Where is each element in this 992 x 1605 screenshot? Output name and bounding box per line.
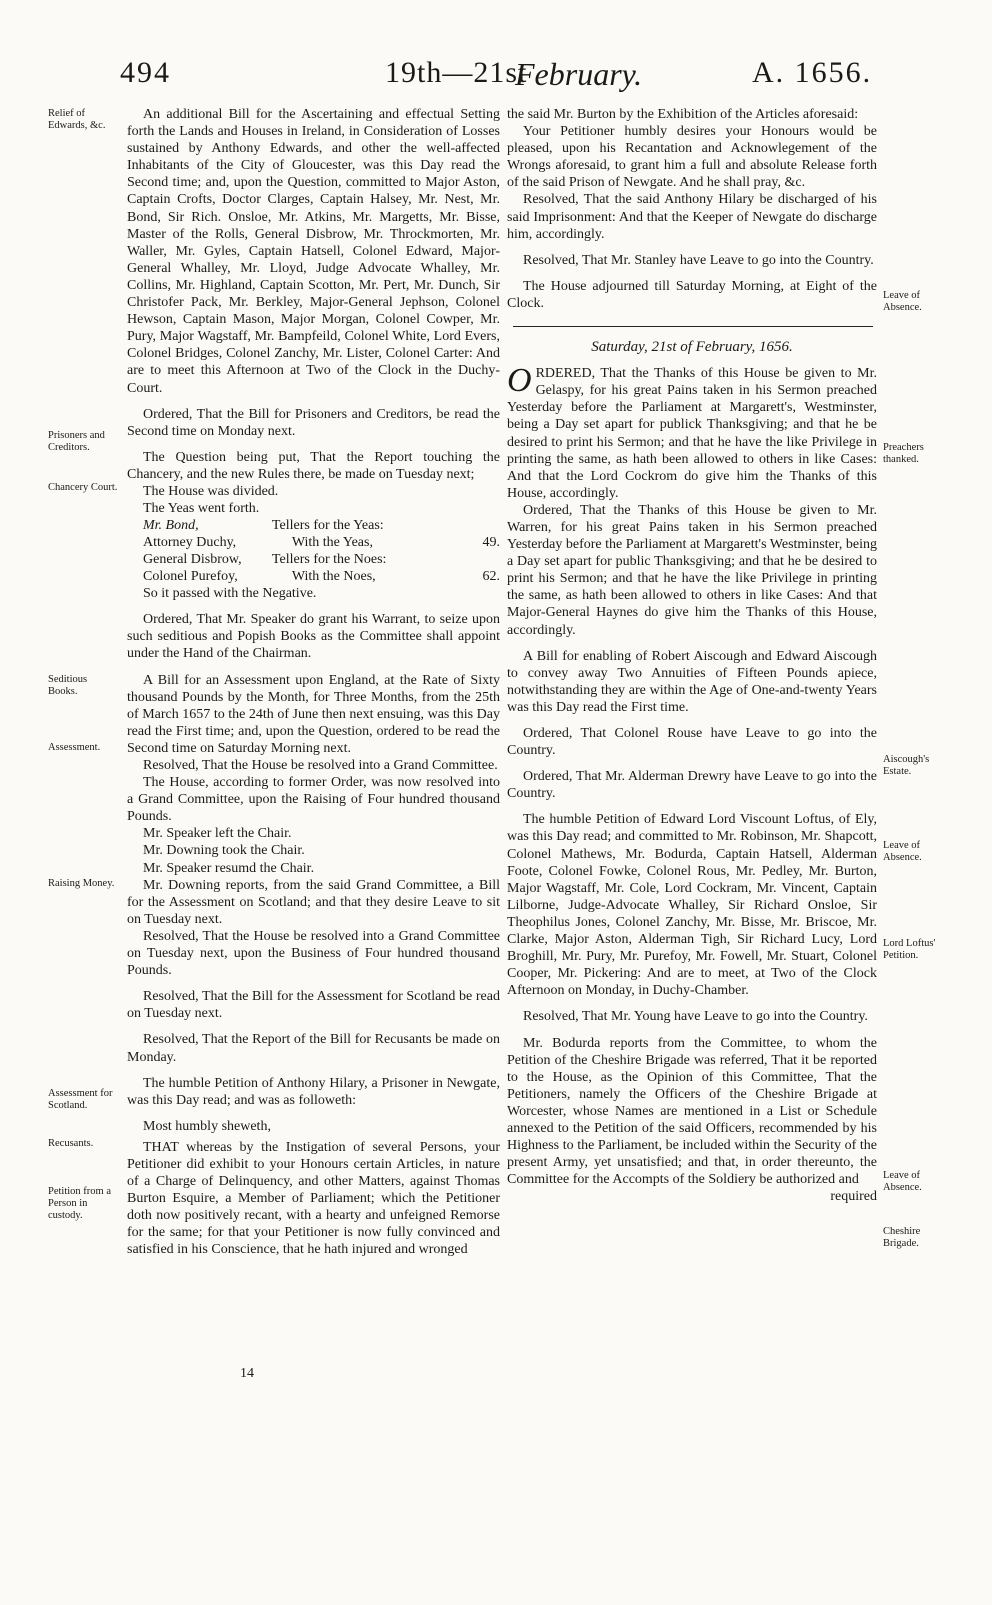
header-dates: 19th—21st (385, 56, 528, 89)
teller-name: Mr. Bond, (143, 518, 199, 534)
paragraph: Resolved, That the Report of the Bill for Recusants be made on Monday. (127, 1032, 500, 1065)
tellers-row (143, 551, 500, 568)
paragraph: A Bill for an Assessment upon England, at the Rate of Sixty thousand Pounds by the Month, for Three Months, from the 25th of March 1657 to the 24th of June then next ensuing, was this Day read the First time; and, upon the Question, ordered to be read the Second time on Saturday Morning next. (127, 672, 500, 756)
paragraph: Mr. Speaker resumd the Chair. (143, 860, 315, 876)
margin-note-petition: Petition from a Person in custody. (48, 1186, 111, 1221)
paragraph: Resolved, That Mr. Stanley have Leave to go into the Country. (523, 252, 874, 268)
paragraph: Resolved, That the Bill for the Assessment for Scotland be read on Tuesday next. (127, 989, 500, 1022)
header-year: A. 1656. (752, 56, 873, 89)
teller-role: Tellers for the Yeas: (271, 518, 384, 534)
left-column (127, 106, 500, 1259)
paragraph: The humble Petition of Edward Lord Viscount Loftus, of Ely, was this Day read; and committed to Mr. Robinson, Mr. Shapcott, Colonel Mathews, Mr. Bodurda, Captain Hatsell, Alderman Foote, Colonel Fowke, Colonel Rous, Mr. Pedley, Mr. Burton, Major Wagstaff, Mr. Cole, Lord Cockram, Mr. Vincent, Captain Lilborne, Judge-Advocate Whalley, Sir Richard Onsloe, Sir Theophilus Jones, Colonel Zanchy, Mr. Bisse, Mr. Briscoe, Mr. Clarke, Major Aston, Alderman Tigh, Sir Richard Lucy, Lord Broghill, Mr. Pury, Mr. Purefoy, Mr. Fowell, Mr. Stuart, Colonel Cooper, Mr. Pickering: And are to meet, at Two of the Clock Afternoon on Monday, in Duchy-Chamber. (507, 812, 877, 999)
tellers-row (143, 568, 500, 585)
paragraph: Your Petitioner humbly desires your Honours would be pleased, upon his Recantation and Acknowlegement of the Wrongs aforesaid, to grant him a full and absolute Release forth of the said Prison of Newgate. And he shall pray, &c. (507, 124, 877, 191)
margin-note-recusants: Recusants. (48, 1138, 94, 1149)
margin-note-chancery: Chancery Court. (48, 482, 118, 493)
paragraph: Mr. Speaker left the Chair. (143, 826, 292, 842)
paragraph: A Bill for enabling of Robert Aiscough and Edward Aiscough to convey away Two Annuities of Fifteen Pounds apiece, notwithstanding they are within the Age of One-and-twenty Years was this Day read the First time. (507, 648, 877, 715)
teller-name: Attorney Duchy, (143, 535, 237, 551)
paragraph: Mr. Bodurda reports from the Committee, to whom the Petition of the Cheshire Brigade was referred, That it be reported to the House, as the Opinion of this Committee, That the Petitioners, namely the Officers of the Cheshire Brigade at Worcester, whose Names are mentioned in a List or Schedule annexed to the Petition of the said Officers, recommended by his Highness to the Parliament, be included within the Security of the present Army, yet unsatisfied; and that, in order thereunto, the Committee for the Accompts of the Soldiery be authorized and (507, 1035, 877, 1188)
margin-note-leave-3: Leave of Absence. (883, 1170, 922, 1193)
teller-role: With the Noes, (291, 569, 376, 585)
margin-note-prisoners: Prisoners and Creditors. (48, 430, 105, 453)
margin-note-seditious: Seditious Books. (48, 674, 88, 697)
drop-cap: O (507, 362, 532, 400)
margin-note-loftus: Lord Loftus' Petition. (883, 938, 936, 961)
paragraph: Mr. Downing reports, from the said Grand Committee, a Bill for the Assessment on Scotland; and that they desire Leave to sit on Tuesday next. (127, 877, 500, 927)
margin-note-cheshire: Cheshire Brigade. (883, 1226, 921, 1249)
paragraph: Ordered, That Mr. Speaker do grant his Warrant, to seize upon such seditious and Popish Books as the Committee shall appoint under the Hand of the Chairman. (127, 612, 500, 662)
teller-count: 49. (482, 535, 500, 551)
paragraph-text: RDERED, That the Thanks of this House be given to Mr. Gelaspy, for his great Pains taken in his Sermon preached Yesterday before the Parliament at Margarett's, Westminster, being a Day set apart for publick Thanksgiving; and that he be desired to print his Sermon; and that he have the like Privilege in printing the same, as hath been allowed to others in like Cases: And that the Lord Cockrom do give him the Thanks of this House, accordingly. (507, 366, 877, 501)
paragraph: Ordered, That the Thanks of this House be given to Mr. Warren, for his great Pains taken in his Sermon preached Yesterday before the Parliament at Margarett's Westminster, being a Day set apart for public Thanksgiving; and that he be desired to print his Sermon; and that he have the like Privilege in printing the same, as hath been allowed to others in like Cases: And that Major-General Haynes do give him the Thanks of this House, accordingly. (507, 502, 877, 638)
right-column (507, 106, 877, 1205)
paragraph (507, 362, 877, 502)
paragraph: Most humbly sheweth, (143, 1118, 271, 1134)
catchword: required (830, 1189, 877, 1205)
teller-count: 62. (482, 569, 500, 585)
tellers-table (143, 517, 500, 585)
paragraph: The House adjourned till Saturday Morning, at Eight of the Clock. (507, 278, 877, 311)
teller-count (460, 517, 500, 534)
paragraph: Mr. Downing took the Chair. (143, 843, 305, 859)
paragraph: The humble Petition of Anthony Hilary, a Prisoner in Newgate, was this Day read; and was as followeth: (127, 1075, 500, 1108)
paragraph: Ordered, That the Bill for Prisoners and Creditors, be read the Second time on Monday next. (127, 406, 500, 439)
margin-note-raising: Raising Money. (48, 878, 115, 889)
margin-note-scotland: Assessment for Scotland. (48, 1088, 113, 1111)
paragraph: So it passed with the Negative. (143, 586, 317, 602)
margin-note-assessment: Assessment. (48, 742, 101, 753)
page-number: 494 (120, 56, 171, 89)
paragraph: Resolved, That the House be resolved into a Grand Committee on Tuesday next, upon the Business of Four hundred thousand Pounds. (127, 928, 500, 979)
paragraph: Resolved, That the said Anthony Hilary be discharged of his said Imprisonment: And that the Keeper of Newgate do discharge him, accordingly. (507, 192, 877, 242)
section-rule (513, 326, 873, 327)
paragraph: The House, according to former Order, was now resolved into a Grand Committee, upon the Raising of Four hundred thousand Pounds. (127, 775, 500, 825)
section-heading: Saturday, 21st of February, 1656. (591, 339, 793, 356)
header-month: February. (515, 56, 643, 92)
paragraph: The Question being put, That the Report touching the Chancery, and the new Rules there, be made on Tuesday next; (127, 449, 500, 482)
tellers-row (143, 534, 500, 551)
margin-note-leave-2: Leave of Absence. (883, 840, 922, 863)
paragraph: Resolved, That the House be resolved into a Grand Committee. (143, 758, 498, 773)
tellers-row (143, 517, 500, 534)
paragraph: the said Mr. Burton by the Exhibition of the Articles aforesaid: (507, 107, 859, 122)
margin-note-leave-1: Leave of Absence. (883, 290, 922, 313)
paragraph: An additional Bill for the Ascertaining and effectual Setting forth the Lands and Houses in Ireland, in Consideration of Losses sustained by Anthony Edwards, and other the well-affected Inhabitants of the City of Gloucester, was this Day read the Second time; and, upon the Question, committed to Major Aston, Captain Crofts, Doctor Clarges, Captain Halsey, Mr. Nest, Mr. Bond, Sir Rich. Onsloe, Mr. Atkins, Mr. Margetts, Mr. Bisse, Master of the Rolls, General Disbrow, Mr. Throckmorten, Mr. Waller, Mr. Gyles, Captain Hatsell, Colonel Edward, Major-General Whalley, Mr. Lloyd, Judge Advocate Whalley, Mr. Collins, Mr. Highland, Captain Scotton, Mr. Pert, Mr. Dunch, Sir Christofer Pack, Mr. Berkley, Major-General Jephson, Colonel Hewson, Captain Mason, Major Morgan, Colonel Cowper, Mr. Pury, Major Wagstaff, Mr. Bampfeild, Colonel White, Lord Evers, Colonel Bridges, Colonel Zanchy, Mr. Lister, Colonel Carter: And are to meet this Afternoon at Two of the Clock in the Duchy-Court. (127, 107, 500, 396)
teller-name: Colonel Purefoy, (143, 569, 238, 585)
teller-role: With the Yeas, (291, 535, 373, 551)
paragraph: THAT whereas by the Instigation of several Persons, your Petitioner did exhibit to your Honours certain Articles, in nature of a Charge of Delinquency, and other Matters, against Thomas Burton Esquire, a Member of Parliament; which the Petitioner doth now positively recant, with a hearty and unfeigned Remorse for the same; for that your Petitioner is now fully convinced and satisfied in his Conscience, that he hath injured and wronged (127, 1139, 500, 1258)
signature-mark: 14 (240, 1366, 254, 1381)
margin-note-preachers: Preachers thanked. (883, 442, 924, 465)
margin-note-relief: Relief of Edwards, &c. (48, 108, 106, 131)
paragraph: Resolved, That Mr. Young have Leave to go into the Country. (523, 1009, 868, 1025)
paragraph: The Yeas went forth. (143, 501, 260, 517)
margin-note-aiscough: Aiscough's Estate. (883, 754, 930, 777)
paragraph: Ordered, That Colonel Rouse have Leave to go into the Country. (507, 726, 877, 759)
teller-name: General Disbrow, (143, 552, 242, 568)
paragraph: Ordered, That Mr. Alderman Drewry have Leave to go into the Country. (507, 769, 877, 802)
paragraph: The House was divided. (143, 483, 279, 499)
teller-count (460, 551, 500, 568)
teller-role: Tellers for the Noes: (271, 552, 387, 568)
